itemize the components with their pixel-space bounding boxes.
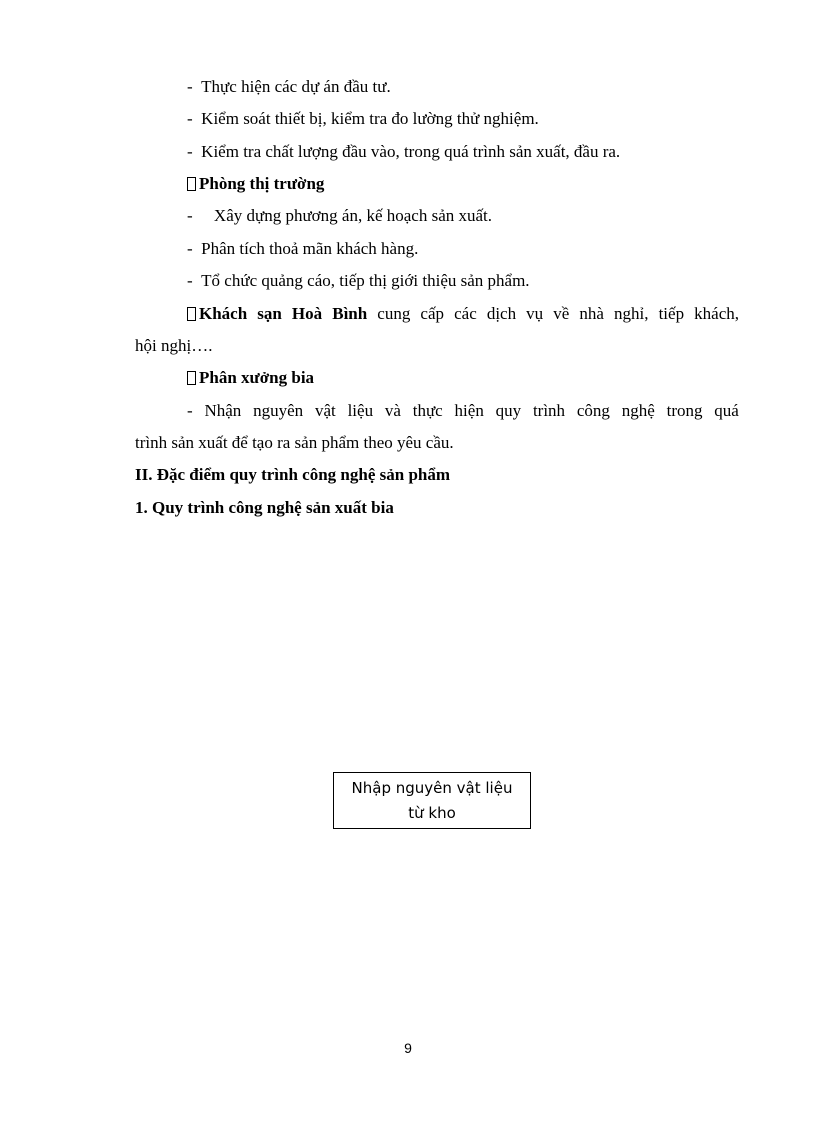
word: trong (666, 401, 703, 420)
dash: - (187, 109, 193, 128)
list-item-text: Kiểm tra chất lượng đầu vào, trong quá trình sản xuất, đầu ra. (201, 142, 621, 161)
dash: - (187, 142, 193, 161)
dash: - (187, 239, 193, 258)
list-item (187, 270, 530, 292)
checkbox-bullet-icon (187, 371, 196, 385)
word: Nhận (204, 401, 242, 420)
page-number: 9 (404, 1040, 412, 1056)
list-item-text: Tổ chức quảng cáo, tiếp thị giới thiệu sản phẩm. (201, 271, 530, 290)
checkbox-bullet-icon (187, 177, 196, 191)
flowchart-box-line: Nhập nguyên vật liệu (351, 779, 513, 797)
word: liệu (347, 401, 374, 420)
list-item (187, 205, 492, 227)
list-item (187, 108, 539, 130)
word: nghệ (621, 401, 655, 420)
heading-text: Phân xưởng bia (199, 368, 315, 387)
word: quá (714, 401, 739, 420)
list-item-text: Xây dựng phương án, kế hoạch sản xuất. (213, 206, 493, 225)
paragraph-continuation: trình sản xuất để tạo ra sản phẩm theo yêu cầu. (135, 433, 454, 452)
word: hiện (454, 401, 484, 420)
paragraph-text: cung cấp các dịch vụ về nhà nghỉ, tiếp khách, (377, 304, 740, 323)
flowchart-box-nhap-nguyen-vat-lieu (333, 772, 531, 829)
paragraph-continuation: hội nghị…. (135, 336, 213, 355)
flowchart-box-line: từ kho (408, 804, 456, 822)
paragraph-khach-san (187, 303, 739, 325)
word: vật (314, 401, 336, 420)
list-item (187, 238, 418, 260)
list-item (187, 76, 391, 98)
word: thực (412, 401, 443, 420)
list-item-text: Kiểm soát thiết bị, kiểm tra đo lường thử nghiệm. (201, 109, 539, 128)
word: và (384, 401, 401, 420)
paragraph-phan-xuong-line1 (187, 400, 739, 422)
list-item-text: Phân tích thoả mãn khách hàng. (201, 239, 419, 258)
dash: - (187, 77, 193, 96)
list-item (187, 141, 620, 163)
subsection-heading: 1. Quy trình công nghệ sản xuất bia (135, 498, 394, 517)
word: quy (495, 401, 522, 420)
word: trình (532, 401, 566, 420)
section-heading: II. Đặc điểm quy trình công nghệ sản phẩm (135, 465, 451, 484)
word: công (576, 401, 610, 420)
section-heading-phan-xuong-bia (187, 367, 314, 389)
dash: - (187, 401, 193, 420)
heading-text: Phòng thị trường (199, 174, 325, 193)
section-heading-phong-thi-truong (187, 173, 324, 195)
checkbox-bullet-icon (187, 307, 196, 321)
dash: - (187, 271, 193, 290)
bold-text: Khách sạn Hoà Bình (199, 304, 368, 323)
list-item-text: Thực hiện các dự án đầu tư. (201, 77, 391, 96)
dash: - (187, 206, 193, 225)
word: nguyên (253, 401, 304, 420)
